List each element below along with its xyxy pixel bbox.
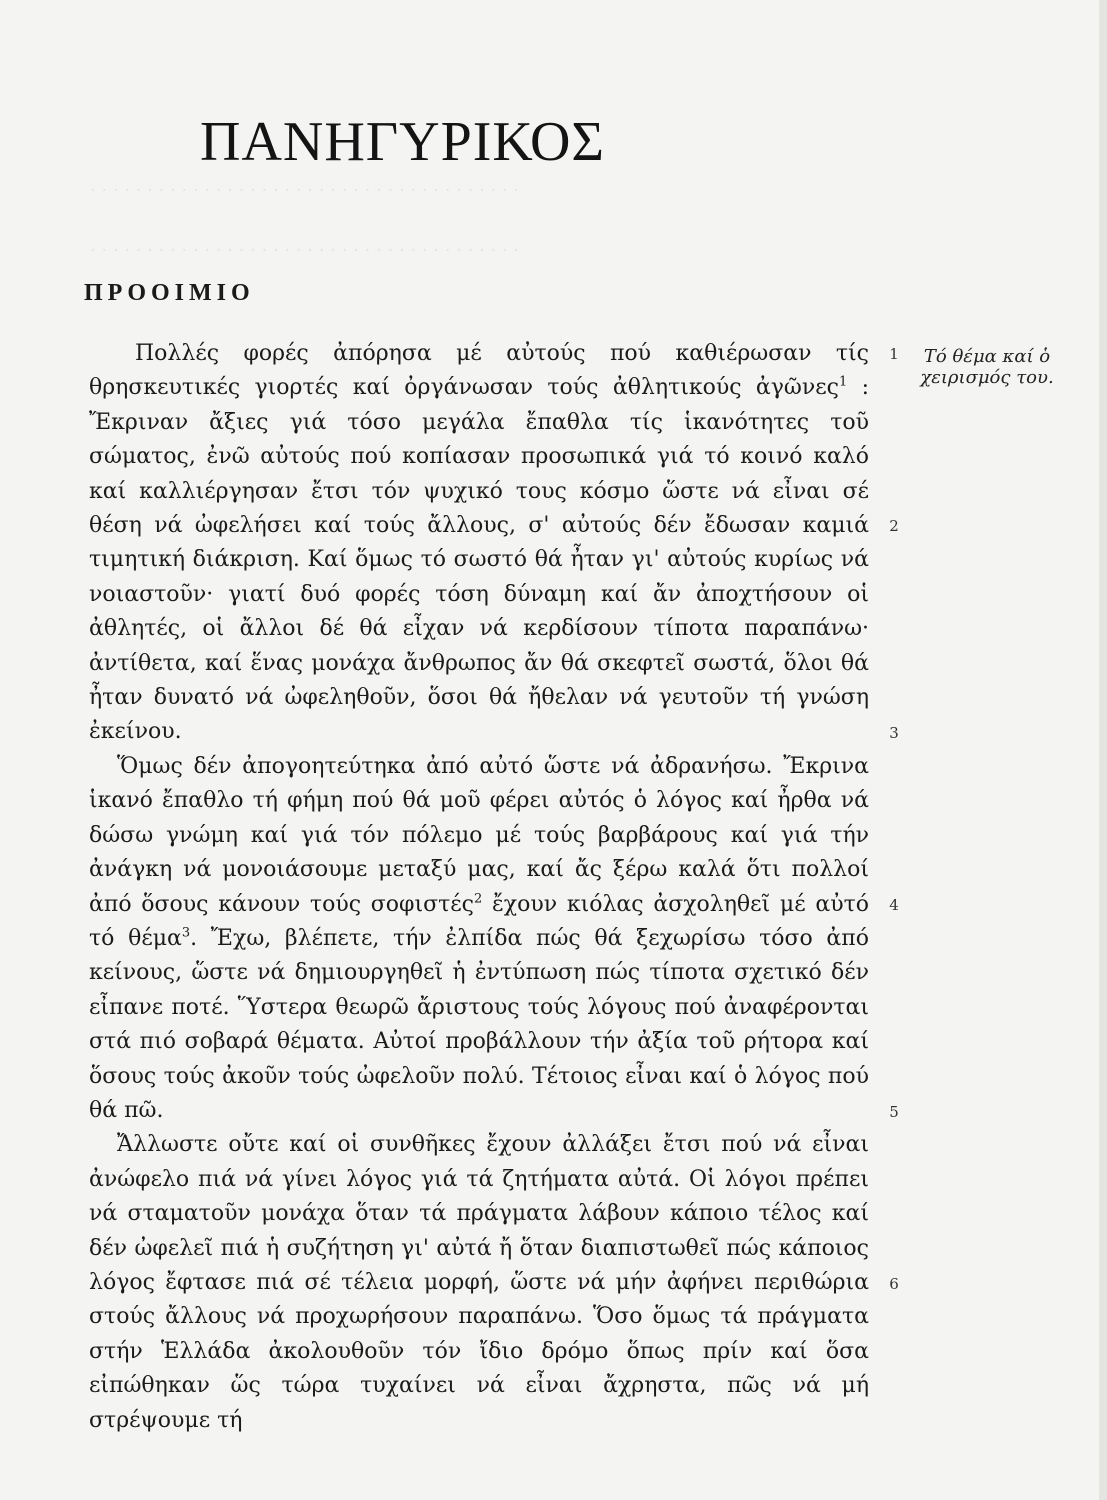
section-number: 5 [889, 1103, 899, 1121]
margin-note: Τό θέμα καί ὁ χειρισμός του. [920, 346, 1054, 388]
paragraph: Ἄλλωστε οὔτε καί οἱ συνθῆκες ἔχουν ἀλλάξει ἔτσι πού νά εἶναι ἀνώφελο πιά νά γίνει λόγος γιά τά ζητήματα αὐτά. Οἱ λόγοι πρέπει νά σταματοῦν μονάχα ὅταν τά πράγματα λάβουν κάποιο τέλος καί δέν ὠφελεῖ πιά ἡ συζήτηση γι' αὐτά ἤ ὅταν διαπιστωθεῖ πώς κάποιος λόγος ἔφτασε πιά σέ τέλεια μορφή, ὥστε νά μήν ἀφήνει περιθώρια στούς ἄλλους νά προχωρήσουν παραπάνω. Ὅσο ὅμως τά πράγματα στήν Ἑλλάδα ἀκολουθοῦν τόν ἴδιο δρόμο ὅπως πρίν καί ὅσα εἰπώθηκαν ὥς τώρα τυχαίνει νά εἶναι ἄχρηστα, πῶς νά μή στρέψουμε τή [89, 1132, 869, 1433]
show-through-text: · · · · · · · · · · · · · · · · · · · · · · · · · · · · · · · · · · · · · · [90, 180, 520, 201]
paragraph: Ὅμως δέν ἀπογοητεύτηκα ἀπό αὐτό ὥστε νά ἀδρανήσω. Ἔκρινα ἱκανό ἔπαθλο τή φήμη πού θά μοῦ φέρει αὐτός ὁ λόγος καί ἦρθα νά δώσω γνώμη καί γιά τόν πόλεμο μέ τούς βαρβάρους καί γιά τήν ἀνάγκη νά μονοιάσουμε μεταξύ μας, καί ἄς ξέρω καλά ὅτι πολλοί ἀπό ὅσους κάνουν τούς σοφιστές$^2$ ἔχουν κιόλας ἀσχοληθεῖ μέ αὐτό τό θέμα$^3$. Ἔχω, βλέπετε, τήν ἐλπίδα πώς θά ξεχωρίσω τόσο ἀπό κείνους, ὥστε νά δημιουργηθεῖ ἡ ἐντύπωση πώς τίποτα σχετικό δέν εἶπανε ποτέ. Ὕστερα θεωρῶ ἄριστους τούς λόγους πού ἀναφέρονται στά πιό σοβαρά θέματα. Αὐτοί προβάλλουν τήν ἀξία τοῦ ρήτορα καί ὅσους τούς ἀκοῦν τούς ὠφελοῦν πολύ. Τέτοιος εἶναι καί ὁ λόγος πού θά πῶ. [89, 753, 869, 1123]
section-number: 1 [889, 345, 899, 363]
footnote-ref[interactable]: 3 [181, 925, 191, 941]
footnote-ref[interactable]: 1 [838, 375, 848, 391]
section-number: 4 [889, 896, 899, 914]
section-heading: ΠΡΟΟΙΜΙΟ [84, 280, 255, 306]
page-title: ΠΑΝΗΓΥΡΙΚΟΣ [200, 111, 605, 173]
section-number: 3 [889, 724, 899, 742]
footnote-ref[interactable]: 2 [473, 891, 483, 907]
page-edge [1099, 0, 1107, 1500]
section-number: 6 [889, 1275, 899, 1293]
main-text [89, 337, 869, 1438]
paragraph: Πολλές φορές ἀπόρησα μέ αὐτούς πού καθιέρωσαν τίς θρησκευτικές γιορτές καί ὀργάνωσαν τούς ἀθλητικούς ἀγῶνες$^1$ : Ἔκριναν ἄξιες γιά τόσο μεγάλα ἔπαθλα τίς ἱκανότητες τοῦ σώματος, ἐνῶ αὐτούς πού κοπίασαν προσωπικά γιά τό κοινό καλό καί καλλιέργησαν ἔτσι τόν ψυχικό τους κόσμο ὥστε νά εἶναι σέ θέση νά ὠφελήσει καί τούς ἄλλους, σ' αὐτούς δέν ἔδωσαν καμιά τιμητική διάκριση. Καί ὅμως τό σωστό θά ἦταν γι' αὐτούς κυρίως νά νοιαστοῦν· γιατί δυό φορές τόση δύναμη καί ἄν ἀποχτήσουν οἱ ἀθλητές, οἱ ἄλλοι δέ θά εἶχαν νά κερδίσουν τίποτα παραπάνω· ἀντίθετα, καί ἕνας μονάχα ἄνθρωπος ἄν θά σκεφτεῖ σωστά, ὅλοι θά ἦταν δυνατό νά ὠφεληθοῦν, ὅσοι θά ἤθελαν νά γευτοῦν τή γνώση ἐκείνου. [89, 341, 869, 745]
section-number: 2 [889, 517, 899, 535]
show-through-text: · · · · · · · · · · · · · · · · · · · · · · · · · · · · · · · · · · · · · · [90, 240, 520, 261]
